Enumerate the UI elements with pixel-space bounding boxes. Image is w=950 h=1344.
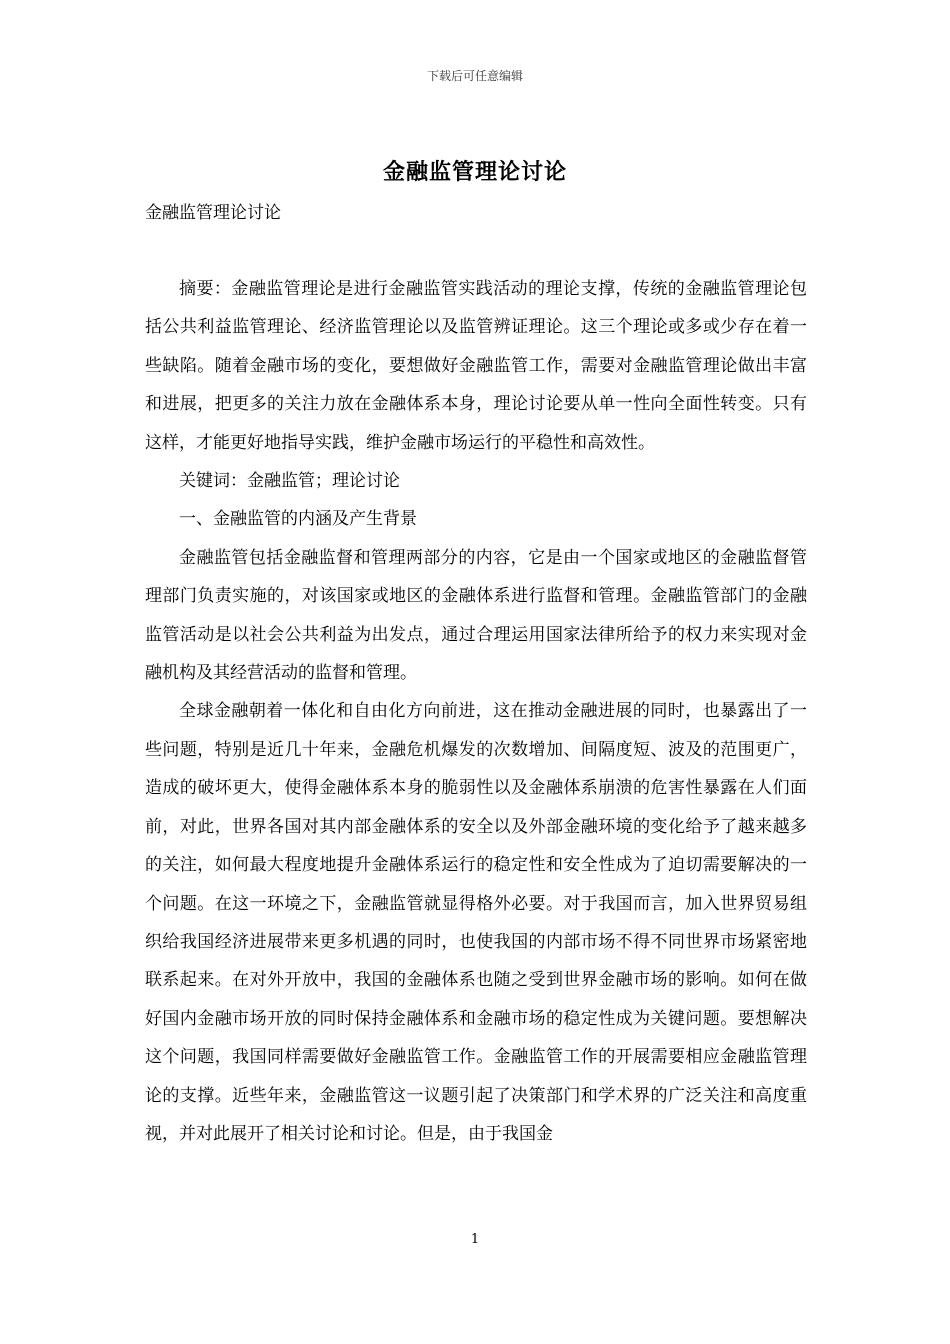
document-title: 金融监管理论讨论 (382, 159, 567, 185)
body-text (145, 270, 807, 1153)
page-number: 1 (470, 1232, 480, 1247)
body-paragraph: 全球金融朝着一体化和自由化方向前进，这在推动金融进展的同时，也暴露出了一些问题，特别是近几十年来，金融危机爆发的次数增加、间隔度短、波及的范围更广，造成的破坏更大，使得金融体系本身的脆弱性以及金融体系崩溃的危害性暴露在人们面前，对此，世界各国对其内部金融体系的安全以及外部金融环境的变化给予了越来越多的关注，如何最大程度地提升金融体系运行的稳定性和安全性成为了迫切需要解决的一个问题。在这一环境之下，金融监管就显得格外必要。对于我国而言，加入世界贸易组织给我国经济进展带来更多机遇的同时，也使我国的内部市场不得不同世界市场紧密地联系起来。在对外开放中，我国的金融体系也随之受到世界金融市场的影响。如何在做好国内金融市场开放的同时保持金融体系和金融市场的稳定性成为关键问题。要想解决这个问题，我国同样需要做好金融监管工作。金融监管工作的开展需要相应金融监管理论的支撑。近些年来，金融监管这一议题引起了决策部门和学术界的广泛关注和高度重视，并对此展开了相关讨论和讨论。但是，由于我国金 (145, 701, 807, 1144)
header-note: 下载后可任意编辑 (426, 69, 523, 83)
keywords-paragraph: 关键词：金融监管；理论讨论 (179, 471, 400, 492)
body-paragraph: 金融监管包括金融监督和管理两部分的内容，它是由一个国家或地区的金融监督管理部门负责实施的，对该国家或地区的金融体系进行监督和管理。金融监管部门的金融监管活动是以社会公共利益为出发点，通过合理运用国家法律所给予的权力来实现对金融机构及其经营活动的监督和管理。 (145, 547, 807, 684)
abstract-paragraph: 摘要：金融监管理论是进行金融监管实践活动的理论支撑，传统的金融监管理论包括公共利益监管理论、经济监管理论以及监管辨证理论。这三个理论或多或少存在着一些缺陷。随着金融市场的变化，要想做好金融监管工作，需要对金融监管理论做出丰富和进展，把更多的关注力放在金融体系本身，理论讨论要从单一性向全面性转变。只有这样，才能更好地指导实践，维护金融市场运行的平稳性和高效性。 (145, 279, 807, 453)
section-heading: 一、金融监管的内涵及产生背景 (179, 509, 417, 530)
document-subtitle: 金融监管理论讨论 (145, 203, 281, 223)
